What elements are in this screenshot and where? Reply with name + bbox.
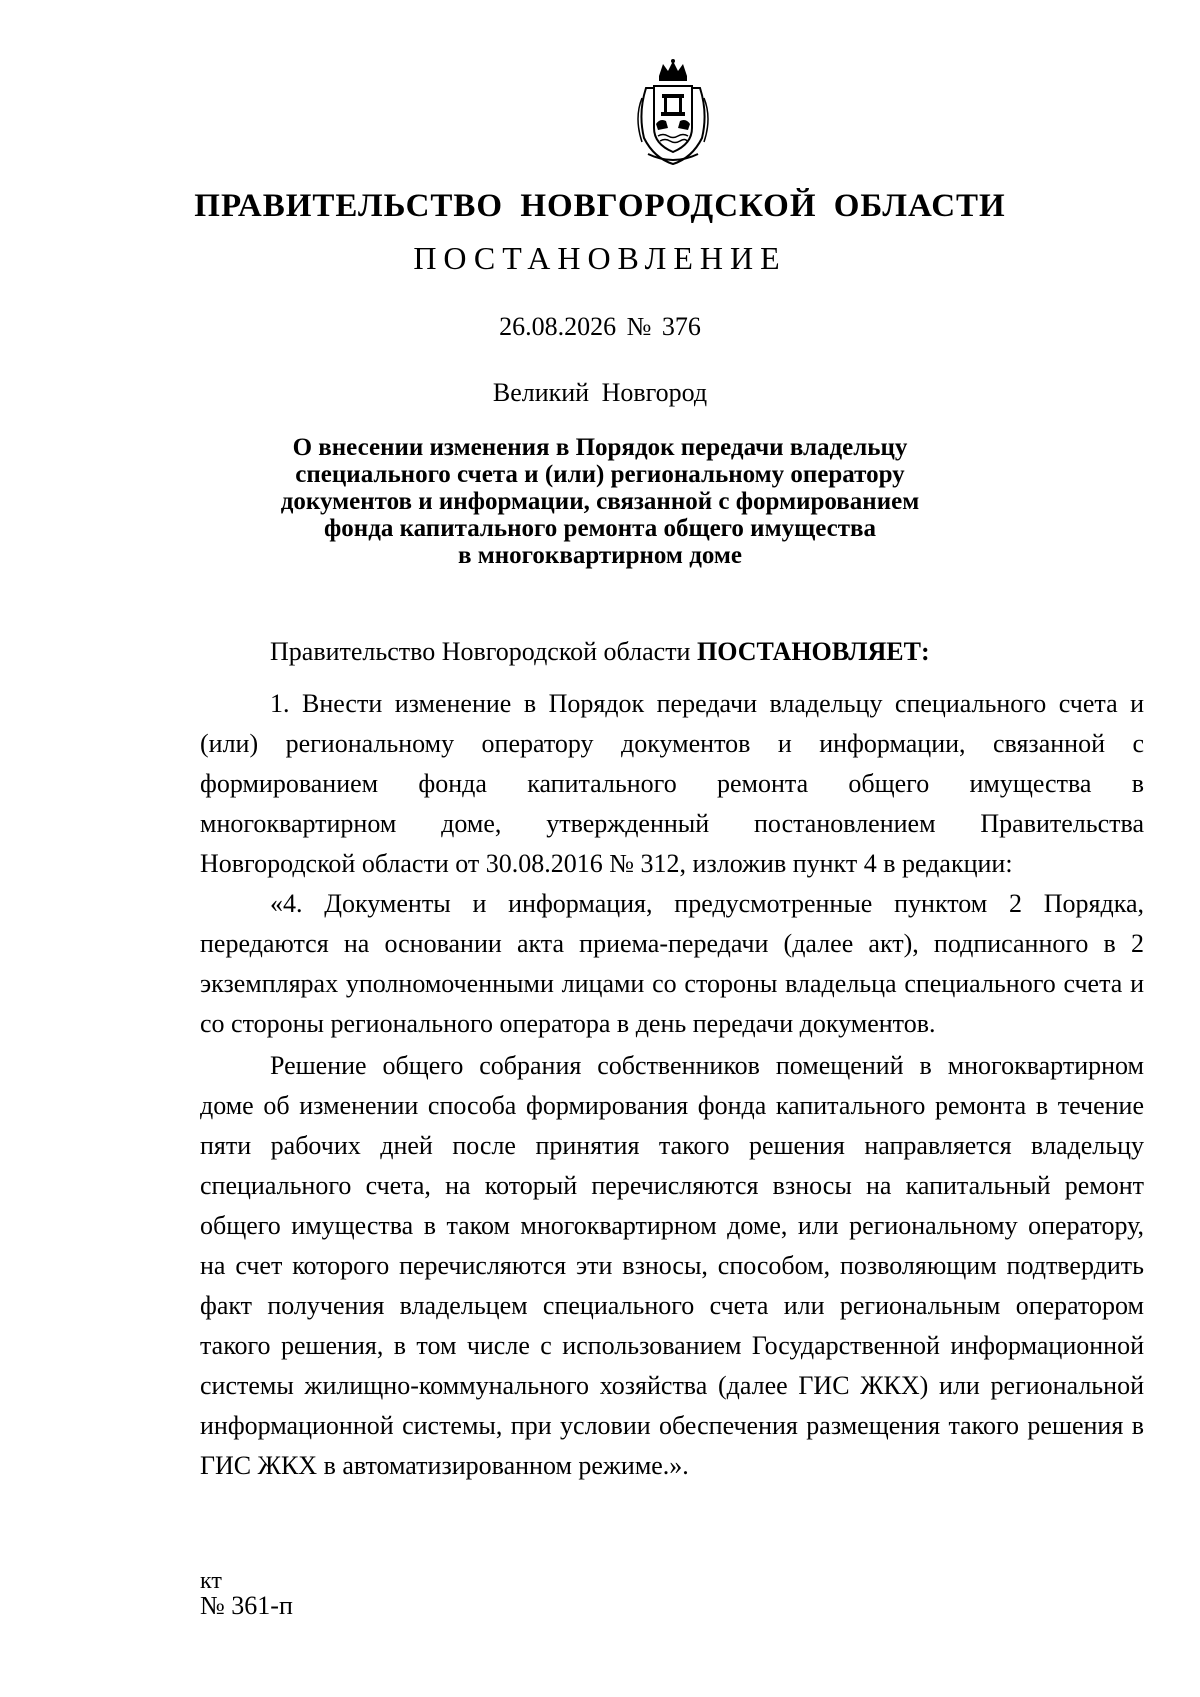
document-type: ПОСТАНОВЛЕНИЕ: [413, 240, 787, 276]
title-line: в многоквартирном доме: [458, 542, 742, 569]
document-footer: [200, 1570, 293, 1620]
paragraph: 1. Внести изменение в Порядок передачи владельцу специального счета и (или) региональному оператору документов и информации, связанной с формированием фонда капитального ремонта общего имущества в многоквартирном доме, утвержденный постановлением Правительства Новгородской области от 30.08.2016 № 312, изложив пункт 4 в редакции:: [200, 689, 1144, 878]
draft-number: № 361-п: [200, 1591, 293, 1620]
preamble: [200, 632, 1144, 672]
document-body: [200, 684, 1144, 1486]
footer-code: кт: [200, 1568, 222, 1594]
paragraph: «4. Документы и информация, предусмотренные пунктом 2 Порядка, передаются на основании акта приема-передачи (далее акт), подписанного в 2 экземплярах уполномоченными лицами со стороны владельца специального счета и со стороны регионального оператора в день передачи документов.: [200, 889, 1144, 1038]
date-and-number: 26.08.2026 № 376: [499, 312, 701, 341]
title-line: фонда капитального ремонта общего имущества: [324, 515, 876, 542]
title-line: О внесении изменения в Порядок передачи владельцу: [292, 434, 908, 461]
paragraph: Решение общего собрания собственников помещений в многоквартирном доме об изменении способа формирования фонда капитального ремонта в течение пяти рабочих дней после принятия такого решения направляется владельцу специального счета, на который перечисляются взносы на капитальный ремонт общего имущества в таком многоквартирном доме, или региональному оператору, на счет которого перечисляются эти взносы, способом, позволяющим подтвердить факт получения владельцем специального счета или региональным оператором такого решения, в том числе с использованием Государственной информационной системы жилищно-коммунального хозяйства (далее ГИС ЖКХ) или региональной информационной системы, при условии обеспечения размещения такого решения в ГИС ЖКХ в автоматизированном режиме.».: [200, 1051, 1144, 1480]
preamble-lead: Правительство Новгородской области: [270, 637, 697, 666]
authority-name: ПРАВИТЕЛЬСТВО НОВГОРОДСКОЙ ОБЛАСТИ: [194, 188, 1006, 224]
title-line: специального счета и (или) региональному оператору: [295, 461, 905, 488]
novgorod-coat-of-arms-icon: [632, 58, 714, 166]
preamble-verb: ПОСТАНОВЛЯЕТ:: [696, 637, 930, 666]
title-line: документов и информации, связанной с формированием: [280, 488, 920, 515]
city-name: Великий Новгород: [492, 378, 708, 407]
document-title: [250, 434, 950, 569]
